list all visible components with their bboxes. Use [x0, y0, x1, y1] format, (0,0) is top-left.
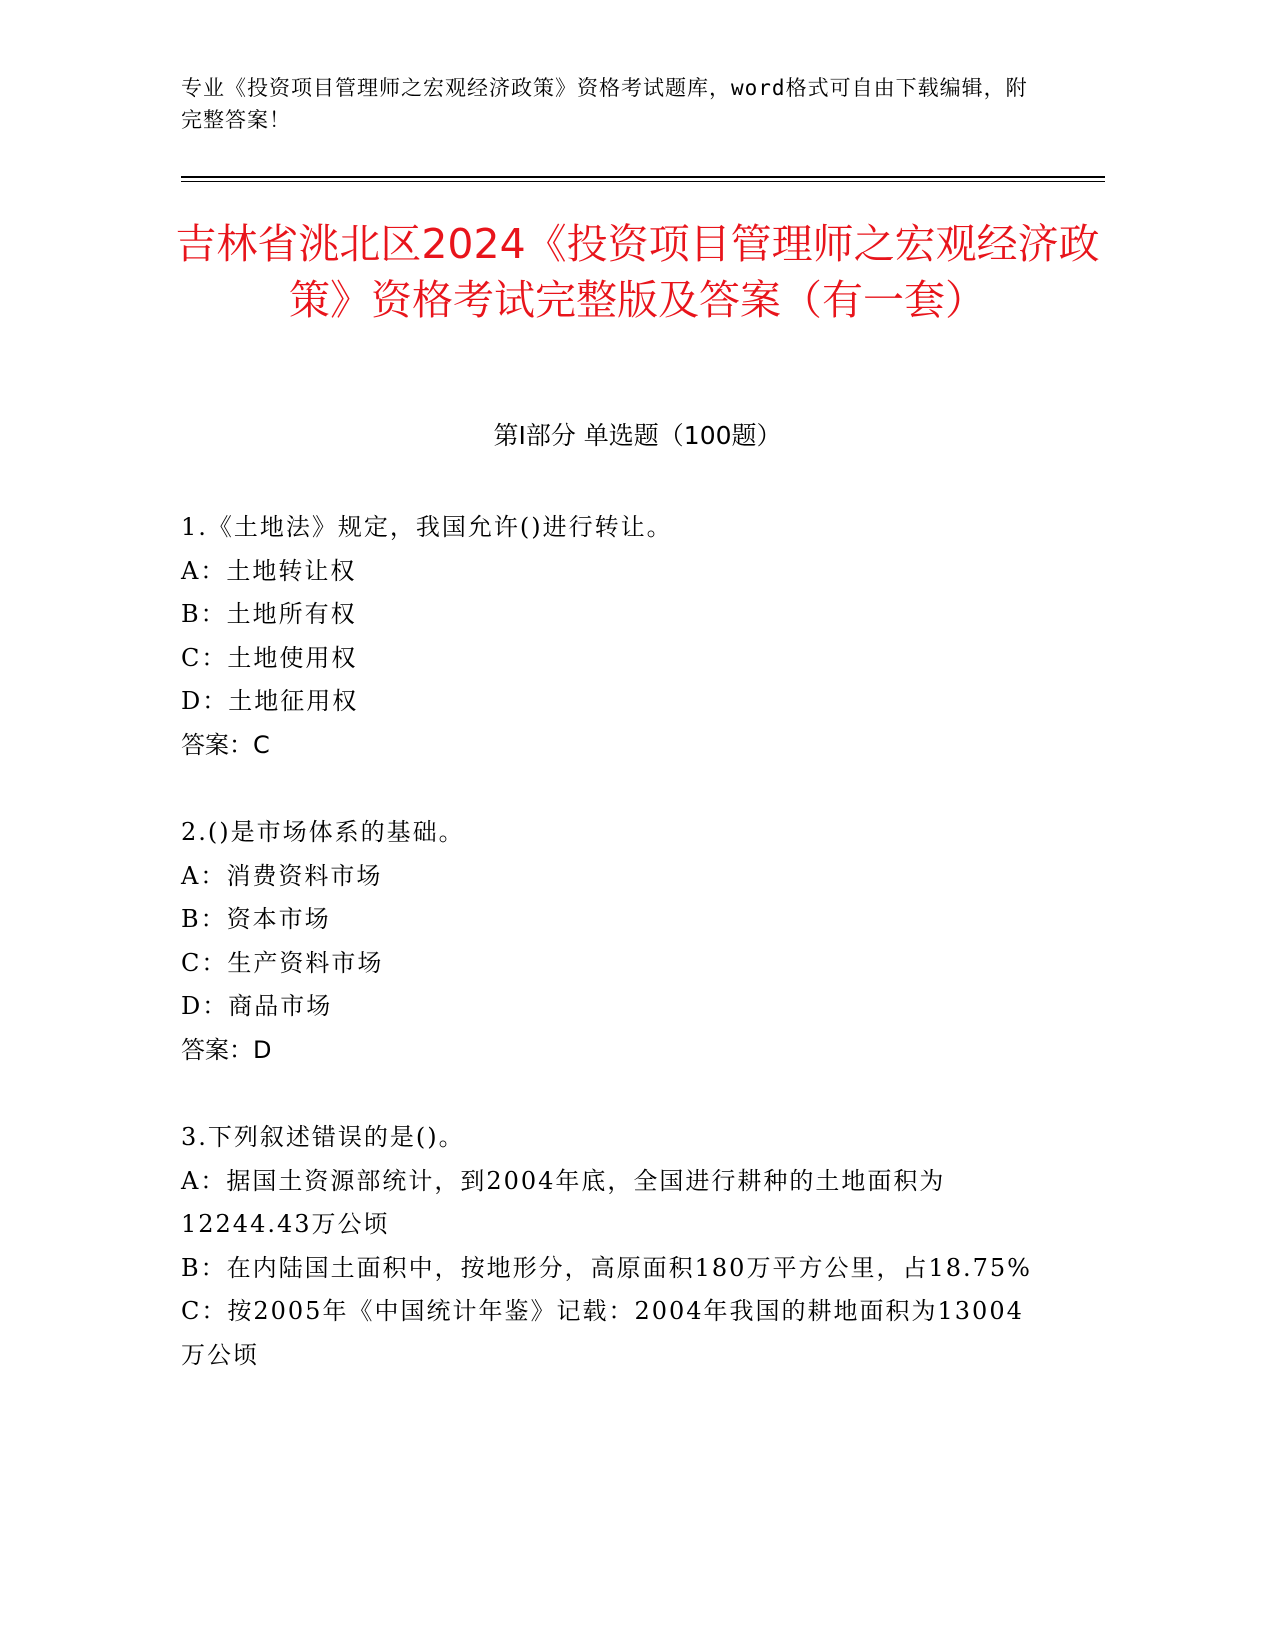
option-c: C：土地使用权 [181, 643, 358, 672]
question-2 [181, 811, 1041, 1072]
section-heading: 第I部分 单选题（100题） [493, 421, 782, 450]
document-title: 吉林省洮北区2024《投资项目管理师之宏观经济政策》资格考试完整版及答案（有一套） [175, 220, 1100, 324]
option-b: B：土地所有权 [181, 600, 357, 628]
option-a: A：消费资料市场 [181, 861, 383, 890]
header-divider-thin [181, 181, 1105, 182]
answer-line: 答案：D [181, 1035, 272, 1064]
option-c: C：生产资料市场 [181, 948, 384, 977]
question-3 [181, 1116, 1041, 1377]
option-c: C：按2005年《中国统计年鉴》记载：2004年我国的耕地面积为13004万公顷 [181, 1297, 1024, 1369]
option-b: B：资本市场 [181, 905, 331, 933]
question-stem: 2.()是市场体系的基础。 [181, 818, 465, 846]
answer-line: 答案：C [181, 730, 270, 759]
option-d: D：商品市场 [181, 992, 333, 1020]
header-divider [181, 176, 1105, 178]
header-note: 专业《投资项目管理师之宏观经济政策》资格考试题库，word格式可自由下载编辑，附完整答案！ [181, 76, 1028, 132]
option-b: B：在内陆国土面积中，按地形分，高原面积180万平方公里，占18.75% [181, 1253, 1032, 1282]
question-list [181, 506, 1041, 1421]
question-stem: 1.《土地法》规定，我国允许()进行转让。 [181, 513, 673, 541]
question-1 [181, 506, 1041, 767]
option-d: D：土地征用权 [181, 687, 359, 715]
option-a: A：据国土资源部统计，到2004年底，全国进行耕种的土地面积为12244.43万公顷 [181, 1166, 946, 1238]
question-stem: 3.下列叙述错误的是()。 [181, 1123, 465, 1151]
option-a: A：土地转让权 [181, 556, 357, 585]
